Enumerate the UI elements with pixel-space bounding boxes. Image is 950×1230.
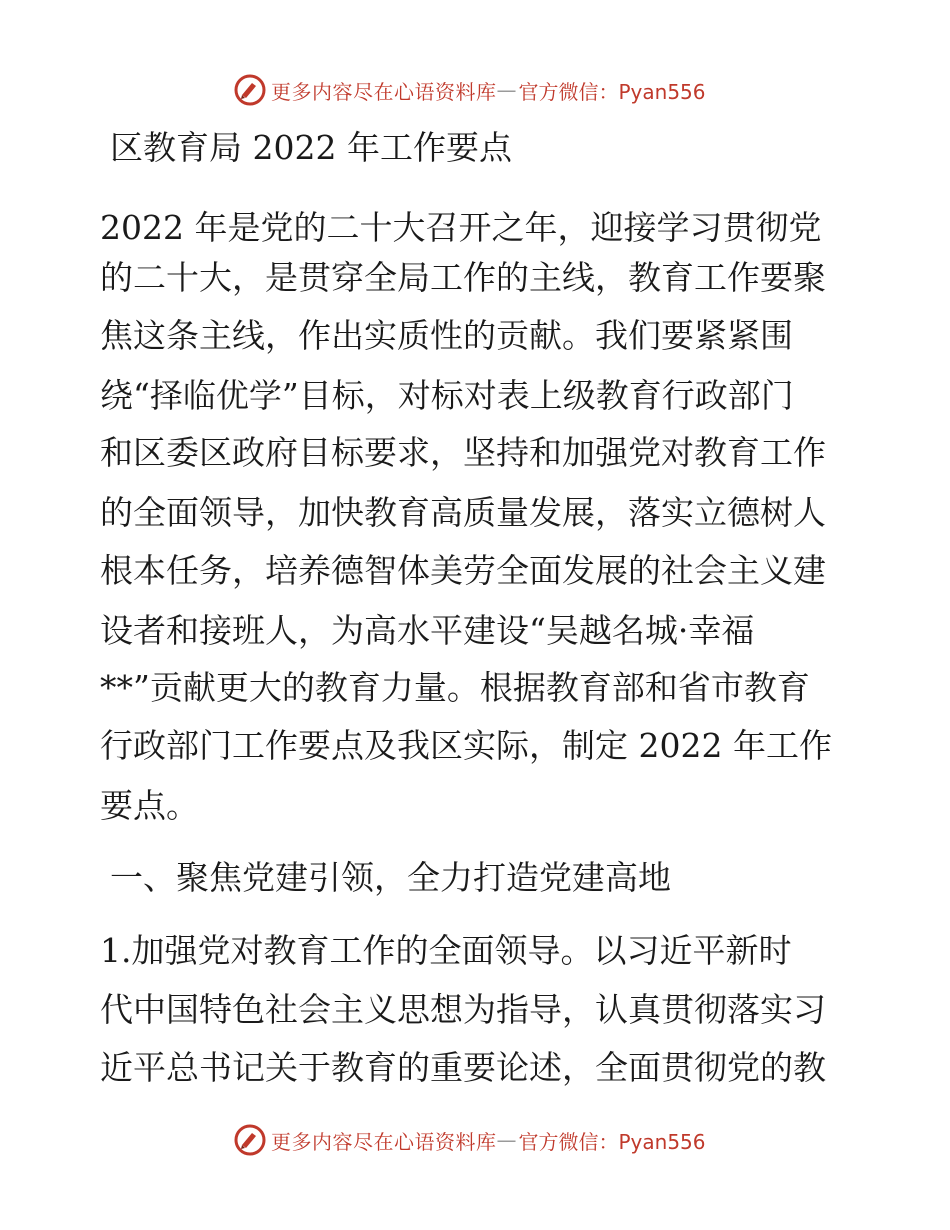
paragraph-line: 设者和接班人，为高水平建设“吴越名城·幸福	[100, 611, 755, 650]
book-pen-logo-icon	[233, 1123, 267, 1157]
paragraph-line: 的全面领导，加快教育高质量发展，落实立德树人	[100, 493, 826, 532]
paragraph-line: 行政部门工作要点及我区实际，制定 2022 年工作	[100, 726, 832, 765]
watermark-wechat: 官方微信：Pyan556	[518, 1129, 706, 1154]
watermark-banner-top	[233, 70, 706, 110]
watermark-text: 更多内容尽在心语资料库	[271, 1129, 497, 1154]
paragraph-line: 2022 年是党的二十大召开之年，迎接学习贯彻党	[100, 208, 822, 247]
paragraph-line: **”贡献更大的教育力量。根据教育部和省市教育	[100, 668, 810, 707]
watermark-dash: —	[496, 1128, 517, 1152]
paragraph-line: 的二十大，是贯穿全局工作的主线，教育工作要聚	[100, 258, 826, 297]
paragraph-line: 根本任务，培养德智体美劳全面发展的社会主义建	[100, 551, 826, 590]
paragraph-line: 代中国特色社会主义思想为指导，认真贯彻落实习	[100, 990, 826, 1029]
book-pen-logo-icon	[233, 73, 267, 107]
paragraph-line: 近平总书记关于教育的重要论述，全面贯彻党的教	[100, 1048, 826, 1087]
watermark-wechat: 官方微信：Pyan556	[518, 79, 706, 104]
paragraph-line: 绕“择临优学”目标，对标对表上级教育行政部门	[100, 376, 794, 415]
watermark-banner-bottom	[233, 1120, 706, 1160]
document-title: 区教育局 2022 年工作要点	[110, 128, 512, 167]
watermark-dash: —	[496, 78, 517, 102]
paragraph-line: 焦这条主线，作出实质性的贡献。我们要紧紧围	[100, 316, 793, 355]
paragraph-line: 1.加强党对教育工作的全面领导。以习近平新时	[100, 931, 792, 970]
paragraph-line: 要点。	[100, 786, 199, 825]
paragraph-line: 和区委区政府目标要求，坚持和加强党对教育工作	[100, 433, 826, 472]
section-heading: 一、聚焦党建引领，全力打造党建高地	[110, 858, 671, 897]
watermark-text: 更多内容尽在心语资料库	[271, 79, 497, 104]
